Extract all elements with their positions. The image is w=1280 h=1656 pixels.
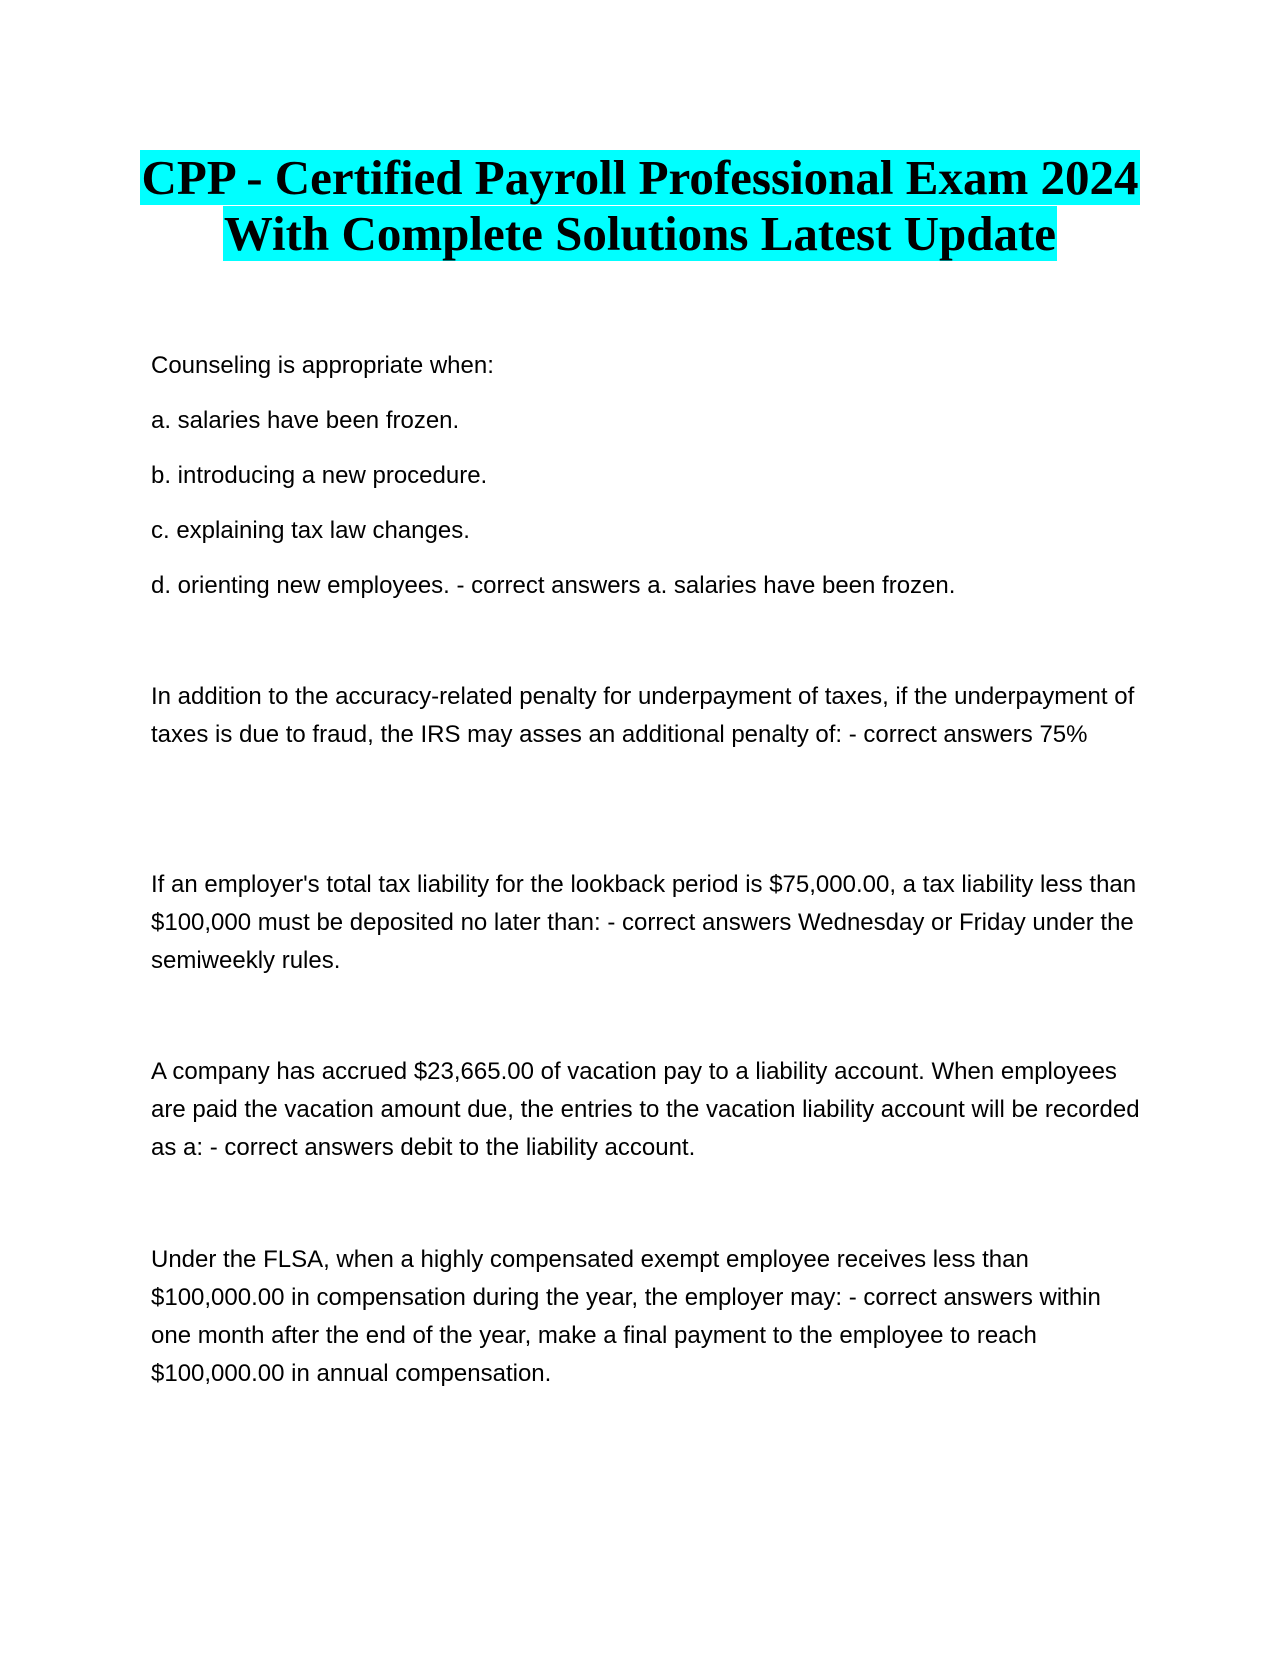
question-3: If an employer's total tax liability for the lookback period is $75,000.00, a tax liability less than $100,000 must be deposited no later than: - correct answers Wednesday or Friday under the semiweekly rules. (151, 871, 1137, 974)
title-line-1: CPP - Certified Payroll Professional Exam 2024 (141, 150, 1139, 205)
question-1 (151, 352, 1141, 627)
title-line-2: With Complete Solutions Latest Update (223, 206, 1057, 261)
question-1-option-c: c. explaining tax law changes. (151, 517, 470, 544)
question-1-option-a: a. salaries have been frozen. (151, 407, 460, 434)
document-title (0, 150, 1280, 262)
question-5: Under the FLSA, when a highly compensated exempt employee receives less than $100,000.00 in compensation during the year, the employer may: - correct answers within one month after the end of the year, make a final payment to the employee to reach $100,000.00 in annual compensation. (151, 1246, 1101, 1387)
question-1-option-d-answer: d. orienting new employees. - correct answers a. salaries have been frozen. (151, 572, 956, 599)
question-1-prompt: Counseling is appropriate when: (151, 352, 494, 379)
question-4: A company has accrued $23,665.00 of vacation pay to a liability account. When employees are paid the vacation amount due, the entries to the vacation liability account will be recorded as a: - correct answers debit to the liability account. (151, 1058, 1140, 1161)
question-1-option-b: b. introducing a new procedure. (151, 462, 488, 489)
question-2: In addition to the accuracy-related penalty for underpayment of taxes, if the underpayment of taxes is due to fraud, the IRS may asses an additional penalty of: - correct answers 75% (151, 683, 1135, 748)
